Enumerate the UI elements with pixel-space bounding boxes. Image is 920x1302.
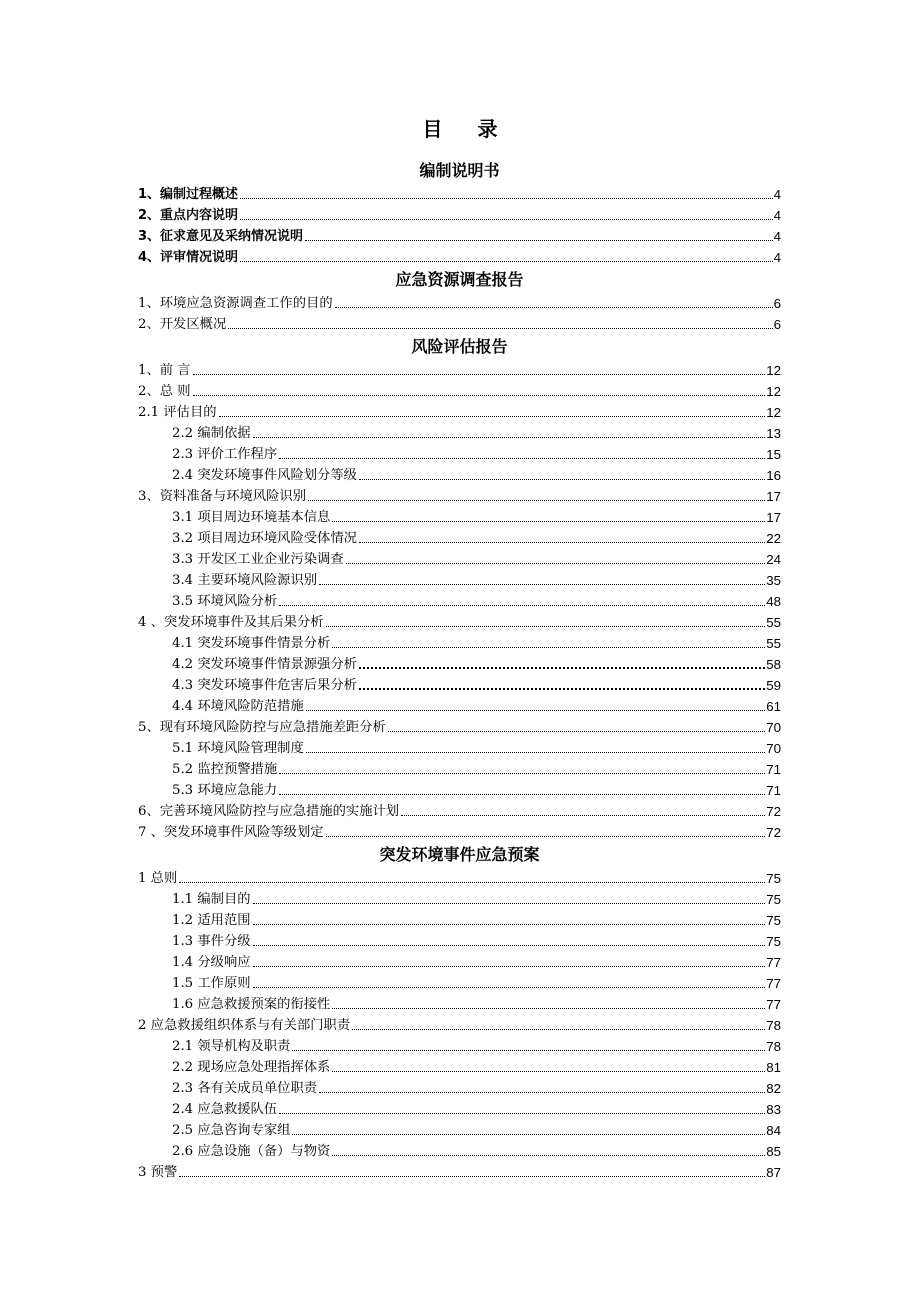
toc-entry[interactable] xyxy=(138,611,781,632)
toc-entry-page-number: 24 xyxy=(766,552,781,567)
dot-leader xyxy=(292,1049,765,1051)
dot-leader xyxy=(253,902,766,904)
toc-entry-label: 1 总则 xyxy=(138,871,178,886)
toc-entry-page-number: 12 xyxy=(766,405,781,420)
dot-leader xyxy=(332,646,765,648)
dot-leader xyxy=(332,1070,765,1072)
dot-leader xyxy=(352,1028,765,1030)
toc-entry-page-number: 58 xyxy=(766,657,781,672)
section-heading: 应急资源调查报告 xyxy=(395,270,524,289)
toc-entry-label: 1、环境应急资源调查工作的目的 xyxy=(138,296,333,311)
dot-leader xyxy=(279,1112,765,1114)
toc-entry-label: 3 预警 xyxy=(138,1165,178,1180)
toc-entry[interactable] xyxy=(138,909,781,930)
toc-entry-page-number: 77 xyxy=(766,976,781,991)
dot-leader xyxy=(253,923,766,925)
toc-entry[interactable] xyxy=(138,674,781,695)
toc-entry-label: 4.2 突发环境事件情景源强分析 xyxy=(172,657,357,672)
dot-leader xyxy=(228,327,772,329)
toc-entry[interactable] xyxy=(138,758,781,779)
toc-entry[interactable] xyxy=(138,464,781,485)
toc-entry[interactable] xyxy=(138,632,781,653)
dot-leader xyxy=(240,260,773,262)
dot-leader xyxy=(253,965,766,967)
toc-entry-page-number: 77 xyxy=(766,997,781,1012)
dot-leader xyxy=(388,730,765,732)
toc-entry[interactable] xyxy=(138,737,781,758)
dot-leader xyxy=(401,814,765,816)
toc-entry-label: 1.2 适用范围 xyxy=(172,913,251,928)
toc-entry-page-number: 85 xyxy=(766,1144,781,1159)
toc-entry[interactable] xyxy=(138,993,781,1014)
toc-entry-label: 3.1 项目周边环境基本信息 xyxy=(172,510,331,525)
toc-entry[interactable] xyxy=(138,951,781,972)
dot-leader xyxy=(179,881,765,883)
toc-entry[interactable] xyxy=(138,292,781,313)
toc-entry[interactable] xyxy=(138,930,781,951)
toc-entry-label: 2.1 领导机构及职责 xyxy=(172,1039,291,1054)
toc-entry-page-number: 6 xyxy=(773,296,781,311)
toc-entry-label: 4、评审情况说明 xyxy=(138,250,239,265)
toc-entry-page-number: 75 xyxy=(766,871,781,886)
dot-leader xyxy=(219,415,766,417)
toc-entry-page-number: 12 xyxy=(766,384,781,399)
dot-leader xyxy=(306,709,765,711)
dot-leader xyxy=(279,457,765,459)
toc-entry-page-number: 84 xyxy=(766,1123,781,1138)
toc-entry-label: 2.5 应急咨询专家组 xyxy=(172,1123,291,1138)
toc-entry-page-number: 16 xyxy=(766,468,781,483)
toc-entry-page-number: 71 xyxy=(766,783,781,798)
toc-entry[interactable] xyxy=(138,183,781,204)
toc-entry-label: 4.4 环境风险防范措施 xyxy=(172,699,304,714)
toc-entry-label: 1.5 工作原则 xyxy=(172,976,251,991)
toc-entry[interactable] xyxy=(138,695,781,716)
toc-entry[interactable] xyxy=(138,569,781,590)
toc-entry[interactable] xyxy=(138,867,781,888)
toc-entry-label: 5.1 环境风险管理制度 xyxy=(172,741,304,756)
toc-entry-label: 3.5 环境风险分析 xyxy=(172,594,278,609)
toc-entry-label: 1.1 编制目的 xyxy=(172,892,251,907)
toc-entry-page-number: 72 xyxy=(766,804,781,819)
dot-leader xyxy=(292,1133,765,1135)
dot-leader xyxy=(359,478,765,480)
toc-entry[interactable] xyxy=(138,527,781,548)
section-heading: 编制说明书 xyxy=(419,161,500,180)
toc-entry-page-number: 6 xyxy=(773,317,781,332)
toc-entry-label: 3、资料准备与环境风险识别 xyxy=(138,489,307,504)
dot-leader xyxy=(306,751,765,753)
toc-entry[interactable] xyxy=(138,380,781,401)
section-heading: 风险评估报告 xyxy=(411,337,508,356)
toc-entry-page-number: 75 xyxy=(766,892,781,907)
toc-entry[interactable] xyxy=(138,972,781,993)
toc-entry-page-number: 35 xyxy=(766,573,781,588)
dot-leader xyxy=(346,562,766,564)
toc-entry-page-number: 75 xyxy=(766,913,781,928)
toc-entry-page-number: 4 xyxy=(773,187,781,202)
toc-entry-label: 3.2 项目周边环境风险受体情况 xyxy=(172,531,357,546)
page-title: 目 录 xyxy=(422,117,512,141)
dot-leader xyxy=(279,793,765,795)
toc-entry[interactable] xyxy=(138,246,781,267)
toc-entry-page-number: 4 xyxy=(773,229,781,244)
toc-entry-page-number: 13 xyxy=(766,426,781,441)
toc-entry[interactable] xyxy=(138,422,781,443)
toc-entry-page-number: 70 xyxy=(766,720,781,735)
toc-entry-label: 4.1 突发环境事件情景分析 xyxy=(172,636,331,651)
toc-entry-page-number: 59 xyxy=(766,678,781,693)
toc-entry-page-number: 15 xyxy=(766,447,781,462)
toc-entry-label: 4.3 突发环境事件危害后果分析 xyxy=(172,678,357,693)
toc-entry-label: 1.4 分级响应 xyxy=(172,955,251,970)
table-of-contents xyxy=(138,158,781,1182)
toc-entry[interactable] xyxy=(138,1077,781,1098)
dot-leader xyxy=(279,604,765,606)
toc-entry-page-number: 48 xyxy=(766,594,781,609)
dot-leader xyxy=(179,1175,765,1177)
dot-leader xyxy=(326,835,766,837)
toc-entry-label: 3.4 主要环境风险源识别 xyxy=(172,573,318,588)
dot-leader xyxy=(326,625,766,627)
toc-entry[interactable] xyxy=(138,485,781,506)
dot-leader xyxy=(319,583,765,585)
toc-entry-label: 3.3 开发区工业企业污染调查 xyxy=(172,552,344,567)
toc-entry-page-number: 70 xyxy=(766,741,781,756)
toc-entry[interactable] xyxy=(138,779,781,800)
toc-entry-page-number: 78 xyxy=(766,1018,781,1033)
section-heading: 突发环境事件应急预案 xyxy=(379,845,540,864)
toc-entry[interactable] xyxy=(138,1119,781,1140)
dot-leader xyxy=(253,436,766,438)
toc-entry-page-number: 72 xyxy=(766,825,781,840)
dot-leader xyxy=(253,986,766,988)
toc-entry-page-number: 55 xyxy=(766,636,781,651)
dot-leader xyxy=(359,541,765,543)
toc-entry-page-number: 55 xyxy=(766,615,781,630)
toc-entry-label: 5、现有环境风险防控与应急措施差距分析 xyxy=(138,720,386,735)
toc-entry-label: 2.4 应急救援队伍 xyxy=(172,1102,278,1117)
toc-entry[interactable] xyxy=(138,1014,781,1035)
dot-leader xyxy=(240,218,773,220)
toc-entry[interactable] xyxy=(138,225,781,246)
toc-entry-page-number: 12 xyxy=(766,363,781,378)
toc-entry-page-number: 78 xyxy=(766,1039,781,1054)
toc-entry-label: 2.2 现场应急处理指挥体系 xyxy=(172,1060,331,1075)
toc-entry-label: 2.2 编制依据 xyxy=(172,426,251,441)
toc-entry[interactable] xyxy=(138,548,781,569)
toc-entry-label: 2.4 突发环境事件风险划分等级 xyxy=(172,468,357,483)
toc-entry-page-number: 22 xyxy=(766,531,781,546)
toc-entry-label: 2、开发区概况 xyxy=(138,317,227,332)
toc-entry[interactable] xyxy=(138,800,781,821)
toc-entry-label: 1、编制过程概述 xyxy=(138,187,239,202)
toc-entry[interactable] xyxy=(138,359,781,380)
toc-entry-page-number: 71 xyxy=(766,762,781,777)
dot-leader xyxy=(279,772,765,774)
toc-entry-label: 2、总 则 xyxy=(138,384,191,399)
toc-entry-label: 3、征求意见及采纳情况说明 xyxy=(138,229,304,244)
toc-entry[interactable] xyxy=(138,1098,781,1119)
toc-entry-page-number: 87 xyxy=(766,1165,781,1180)
toc-entry-label: 6、完善环境风险防控与应急措施的实施计划 xyxy=(138,804,400,819)
toc-entry[interactable] xyxy=(138,590,781,611)
dot-leader xyxy=(332,1007,765,1009)
toc-entry-page-number: 4 xyxy=(773,250,781,265)
toc-entry-label: 5.2 监控预警措施 xyxy=(172,762,278,777)
toc-entry[interactable] xyxy=(138,1035,781,1056)
toc-entry-label: 2.1 评估目的 xyxy=(138,405,217,420)
toc-entry-label: 4 、突发环境事件及其后果分析 xyxy=(138,615,324,630)
toc-entry[interactable] xyxy=(138,888,781,909)
toc-entry-label: 2 应急救援组织体系与有关部门职责 xyxy=(138,1018,351,1033)
toc-entry[interactable] xyxy=(138,401,781,422)
toc-entry-label: 2、重点内容说明 xyxy=(138,208,239,223)
toc-entry[interactable] xyxy=(138,1161,781,1182)
toc-entry-label: 2.6 应急设施（备）与物资 xyxy=(172,1144,331,1159)
toc-entry[interactable] xyxy=(138,506,781,527)
toc-entry-page-number: 4 xyxy=(773,208,781,223)
toc-entry-label: 2.3 评价工作程序 xyxy=(172,447,278,462)
toc-entry-label: 1.3 事件分级 xyxy=(172,934,251,949)
toc-entry[interactable] xyxy=(138,1056,781,1077)
dot-leader xyxy=(308,499,765,501)
toc-entry-page-number: 17 xyxy=(766,510,781,525)
toc-entry[interactable] xyxy=(138,1140,781,1161)
toc-entry[interactable] xyxy=(138,653,781,674)
toc-entry[interactable] xyxy=(138,313,781,334)
dot-leader xyxy=(193,373,766,375)
toc-entry[interactable] xyxy=(138,204,781,225)
dot-leader xyxy=(253,944,766,946)
toc-entry-page-number: 83 xyxy=(766,1102,781,1117)
dot-leader xyxy=(319,1091,765,1093)
toc-entry-label: 2.3 各有关成员单位职责 xyxy=(172,1081,318,1096)
dot-leader xyxy=(332,520,765,522)
toc-entry-label: 5.3 环境应急能力 xyxy=(172,783,278,798)
dot-leader xyxy=(305,239,773,241)
toc-entry[interactable] xyxy=(138,821,781,842)
toc-entry-page-number: 61 xyxy=(766,699,781,714)
dot-leader xyxy=(335,306,773,308)
toc-entry-label: 1、前 言 xyxy=(138,363,191,378)
toc-entry-label: 1.6 应急救援预案的衔接性 xyxy=(172,997,331,1012)
dot-leader xyxy=(193,394,766,396)
toc-entry[interactable] xyxy=(138,443,781,464)
dot-leader xyxy=(359,666,765,669)
dot-leader xyxy=(240,197,773,199)
toc-entry-label: 7 、突发环境事件风险等级划定 xyxy=(138,825,324,840)
toc-entry-page-number: 75 xyxy=(766,934,781,949)
toc-entry[interactable] xyxy=(138,716,781,737)
toc-entry-page-number: 17 xyxy=(766,489,781,504)
toc-entry-page-number: 82 xyxy=(766,1081,781,1096)
toc-entry-page-number: 81 xyxy=(766,1060,781,1075)
dot-leader xyxy=(359,687,765,690)
dot-leader xyxy=(332,1154,765,1156)
toc-entry-page-number: 77 xyxy=(766,955,781,970)
